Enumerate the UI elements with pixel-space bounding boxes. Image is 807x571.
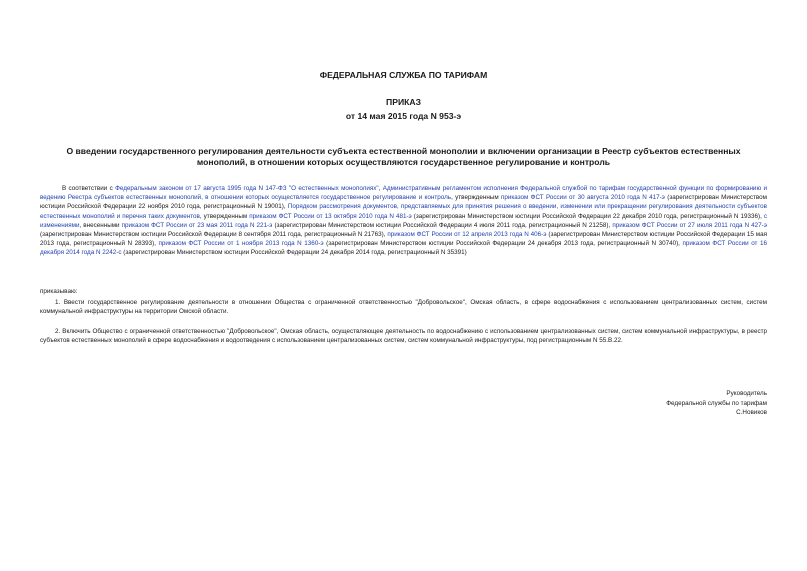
link-order-417[interactable]: приказом ФСТ России от 30 августа 2010 года N 417-э (500, 194, 665, 202)
preamble-text: (зарегистрирован Министерством юстиции Российской Федерации 4 июля 2011 года, регистрационный N 21258), (272, 221, 613, 229)
preamble-text: , внесенными (79, 221, 122, 229)
preamble-text: (зарегистрирован Министерством юстиции Российской Федерации 22 декабря 2010 года, регистрационный N 19336), (411, 212, 764, 220)
link-order-1360[interactable]: приказом ФСТ России от 1 ноября 2013 года N 1360-э (158, 240, 324, 248)
doc-type: ПРИКАЗ (386, 97, 421, 107)
order-word: приказываю: (40, 288, 78, 295)
preamble-text: , утвержденным (199, 212, 250, 220)
link-order-221[interactable]: приказом ФСТ России от 23 мая 2011 года N 221-э (121, 221, 273, 229)
doc-date-number: от 14 мая 2015 года N 953-э (345, 111, 462, 121)
link-procedure[interactable]: Порядком рассмотрения документов, представляемых для принятия решения о введении, изменении или прекращении регулирования деятельности субъектов естественных монополий и перечня таких документов (40, 203, 767, 220)
link-amendments[interactable]: с изменениями (40, 212, 767, 229)
order-item-2: 2. Включить Общество с ограниченной ответственностью "Добровольское", Омская область, осуществляющее деятельность по водоснабжению с использованием централизованных систем, систем коммунальной инфраструктуры, в реестр субъектов естественных монополий в сфере водоснабжения и водоотведения с использованием централизованных систем, систем коммунальной инфраструктуры, под регистрационным N 55.В.22. (40, 328, 767, 345)
link-order-481[interactable]: приказом ФСТ России от 13 октября 2010 года N 481-э (249, 212, 412, 220)
link-admin-regulation[interactable]: Административным регламентом исполнения Федеральной службой по тарифам государственной функции по формированию и ведению Реестра субъектов естественных монополий, в отношении которых осуществляется государственное регулирование и контроль (40, 185, 767, 202)
org-name: ФЕДЕРАЛЬНАЯ СЛУЖБА ПО ТАРИФАМ (319, 70, 488, 80)
preamble-text: (зарегистрирован Министерством юстиции Российской Федерации 24 декабря 2014 года, регистрационный N 35391) (121, 249, 467, 257)
preamble-text: , (378, 185, 383, 192)
link-federal-law[interactable]: Федеральным законом от 17 августа 1995 года N 147-ФЗ "О естественных монополиях" (115, 185, 379, 192)
signer-name: С.Новиков (736, 409, 767, 417)
preamble-paragraph (40, 184, 767, 258)
preamble-text: (зарегистрирован Министерством юстиции Российской Федерации 24 декабря 2013 года, регистрационный N 30740), (323, 240, 683, 248)
signer-organization: Федеральной службы по тарифам (666, 399, 767, 407)
signature-block (666, 389, 767, 418)
link-order-406[interactable]: приказом ФСТ России от 12 апреля 2013 года N 406-э (387, 231, 547, 239)
link-order-2242[interactable]: приказом ФСТ России от 16 декабря 2014 года N 2242-с (40, 240, 767, 257)
preamble-text: В соответствии с (62, 185, 116, 192)
preamble-text: (зарегистрирован Министерством юстиции Российской Федерации 15 мая 2013 года, регистрационный N 28393), (40, 231, 767, 248)
doc-title: О введении государственного регулирования деятельности субъекта естественной монополии и включении организации в Реестр субъектов естественных монополий, в отношении которых осуществляются государственное регулирование и контроль (66, 146, 741, 167)
link-order-427[interactable]: приказом ФСТ России от 27 июля 2011 года N 427-э (612, 221, 767, 229)
preamble-text: (зарегистрирован Министерством юстиции Российской Федерации 8 сентября 2011 года, регистрационный N 21763), (40, 231, 388, 239)
signer-position: Руководитель (726, 390, 767, 397)
preamble-text: (зарегистрирован Министерством юстиции Российской Федерации 22 ноября 2010 года, регистрационный N 19001), (40, 194, 768, 211)
preamble-text: , утвержденным (451, 194, 501, 202)
order-item-1: 1. Ввести государственное регулирование деятельности в отношении Общества с ограниченной ответственностью "Добровольское", Омская область, в сфере водоснабжения с использованием централизованных систем, систем коммунальной инфраструктуры на территории Омской области. (40, 299, 767, 316)
